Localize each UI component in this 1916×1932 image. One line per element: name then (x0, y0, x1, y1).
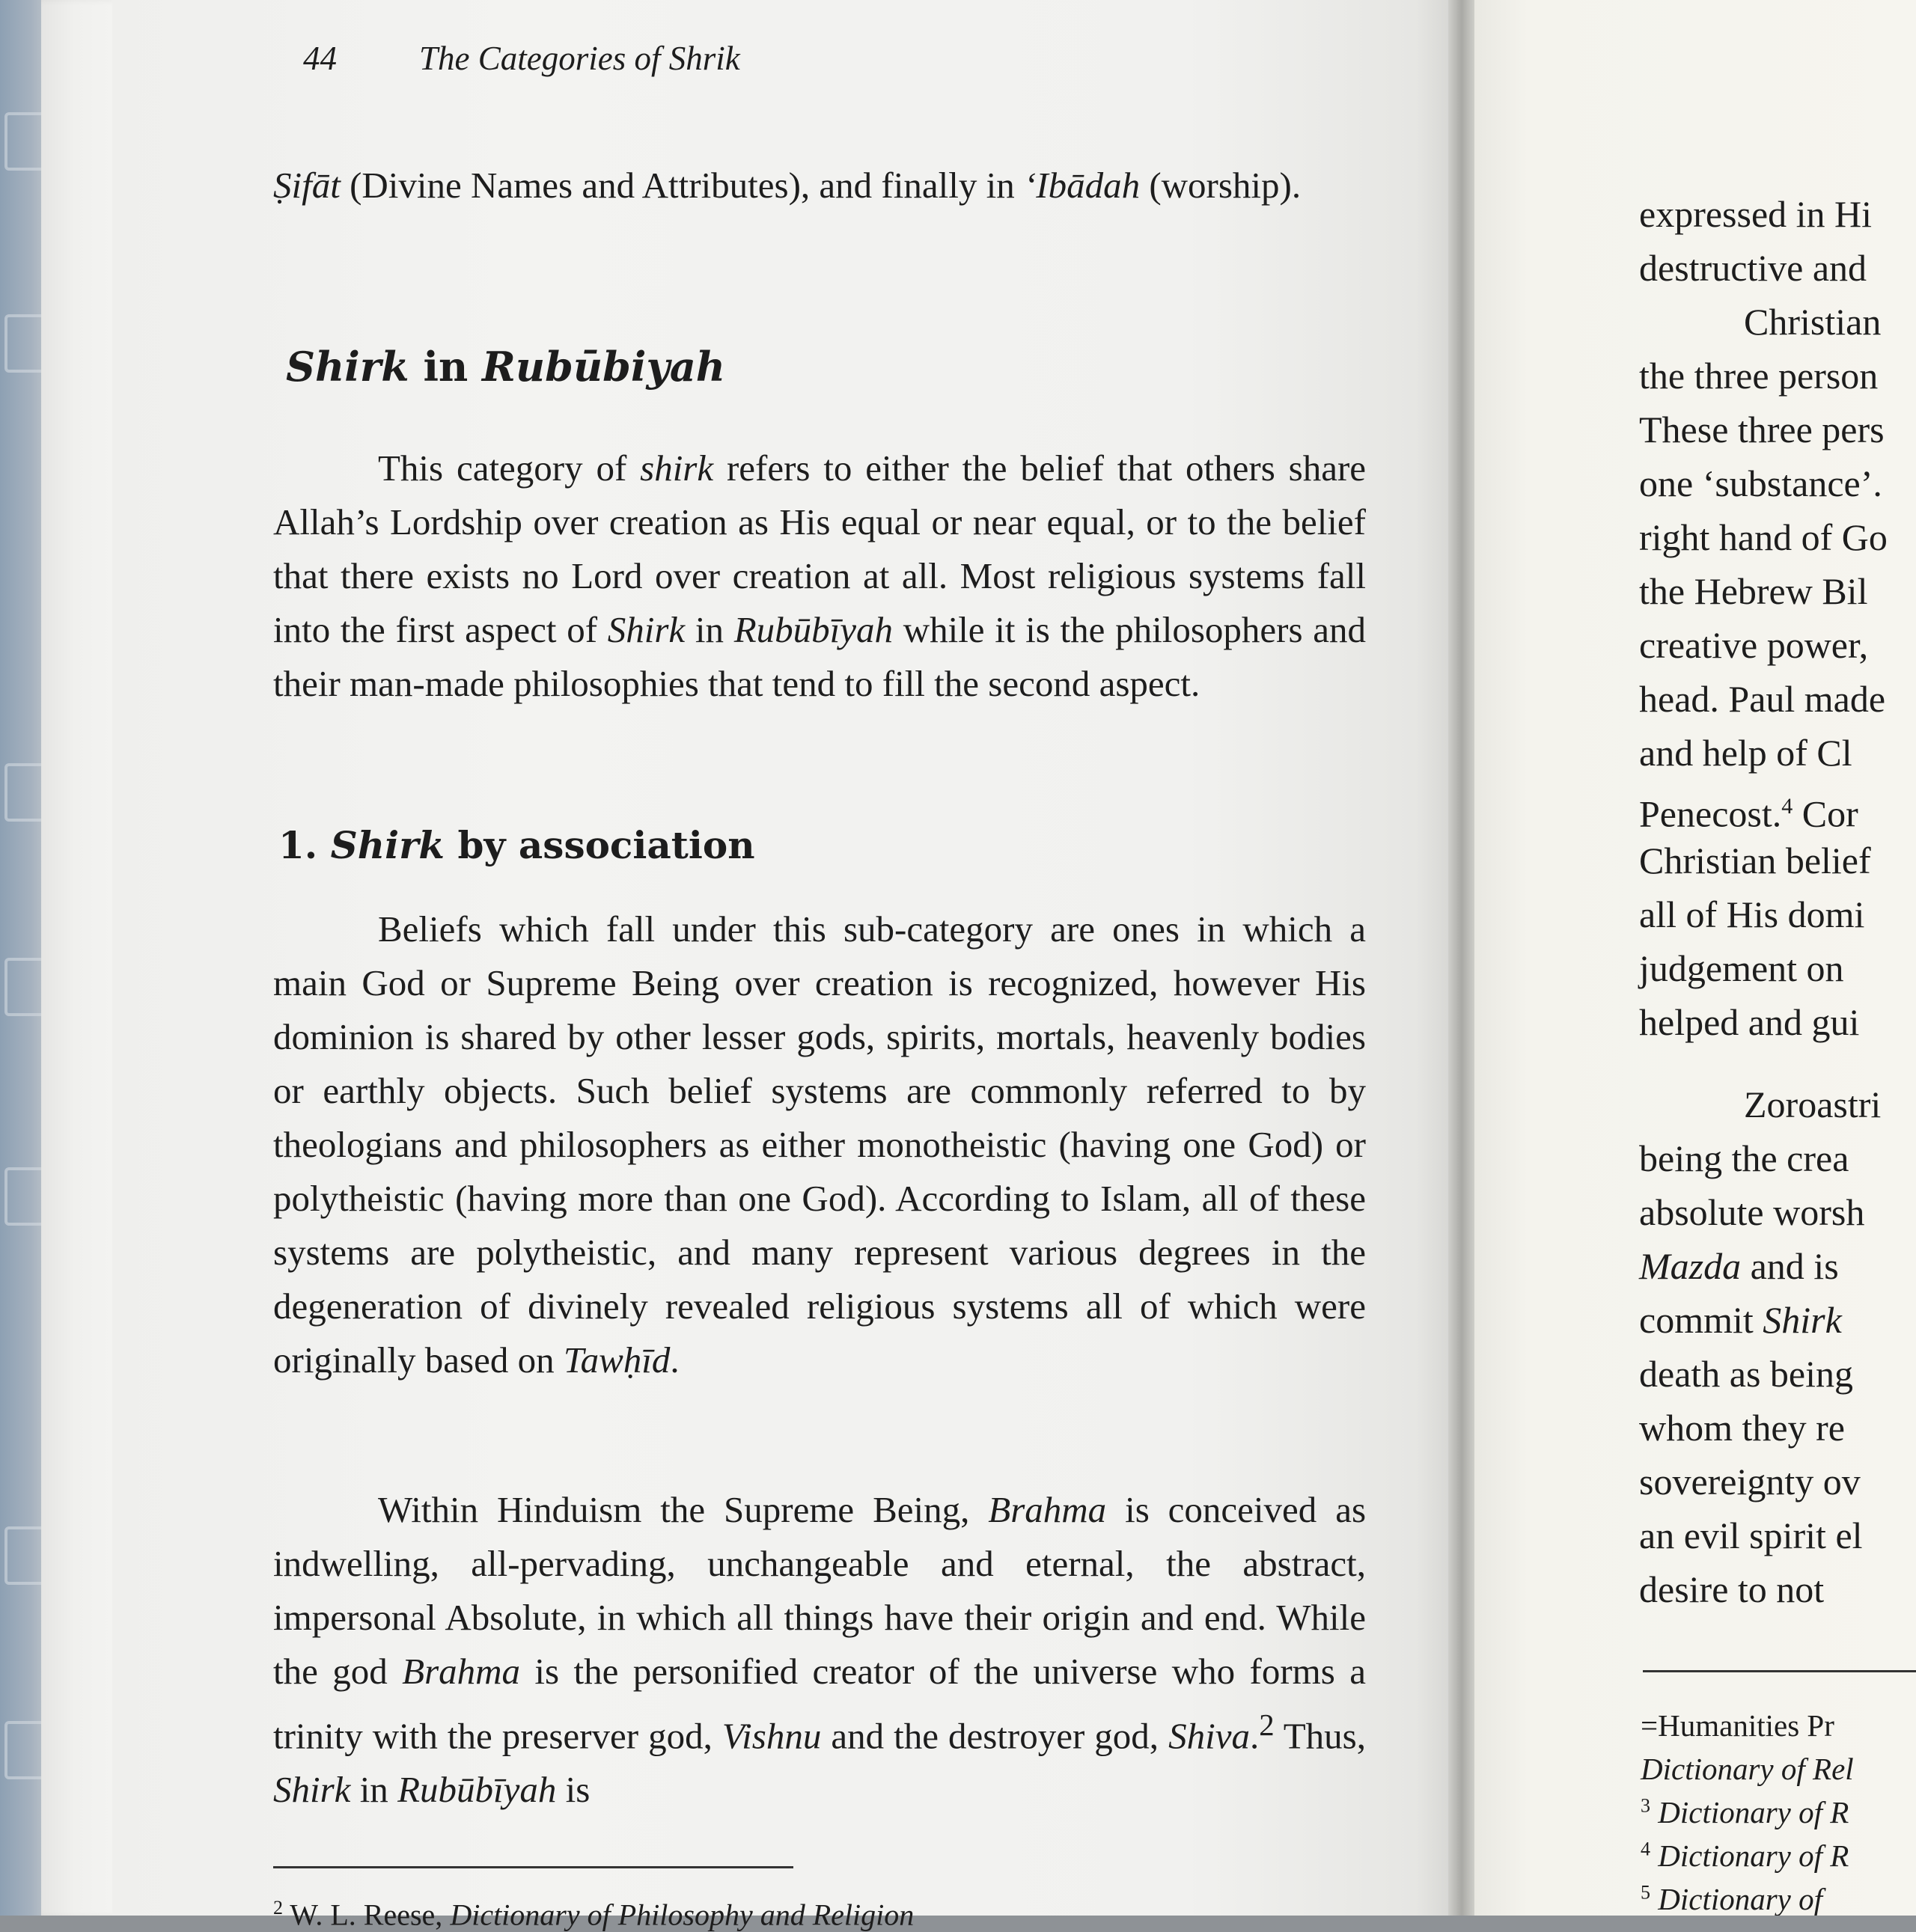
text-line: desire to not (1639, 1568, 1825, 1610)
text: Within Hinduism the Supreme Being, (378, 1489, 989, 1530)
text: refers to either the belief that others share Allah’s Lordship over creation as His equal or near equal, or to the belief that there exists no Lord over creation at all. Most religious systems fall into the first aspect of (273, 447, 1367, 650)
footnote-number: 3 (1641, 1794, 1650, 1817)
background-mark (4, 314, 46, 373)
heading-number: 1. (278, 823, 331, 867)
text-line: Zoroastri (1744, 1083, 1882, 1125)
heading-text: by association (445, 823, 755, 867)
text: in (685, 609, 734, 650)
text-line: These three pers (1639, 409, 1885, 450)
text-line: all of His domi (1639, 893, 1865, 935)
intro-text (273, 159, 1366, 213)
text: Beliefs which fall under this sub-category are ones in which a main God or Supreme Being over creation is recognized, however His dominion is shared by other lesser gods, spirits, mortals, heavenly bodies or earthly objects. Such belief systems are commonly referred to by theologians and philosophers as either monotheistic (having one God) or polytheistic (having more than one God). According to Islam, all of these systems are polytheistic, and many represent various degrees in the degeneration of divinely revealed religious systems all of which were originally based on (273, 908, 1366, 1381)
text-line (1639, 780, 1916, 834)
term: Brahma (402, 1651, 521, 1692)
footnote-title: Dictionary of R (1658, 1795, 1849, 1829)
text: is conceived as indwelling, all-pervading, unchangeable and eternal, the abstract, impersonal Absolute, in which all things have their origin and end. While the god (273, 1489, 1367, 1692)
background-mark (4, 1721, 46, 1779)
footnote-ref: 2 (1259, 1708, 1275, 1742)
page-number: 44 (303, 40, 337, 77)
term: shirk (640, 447, 714, 489)
intro-paragraph (273, 159, 1366, 213)
heading-term: Shirk (286, 343, 409, 391)
footnote-line (1641, 1838, 1916, 1874)
paragraph-2 (273, 902, 1366, 1387)
text-line: absolute worsh (1639, 1191, 1865, 1233)
text: and the destroyer god, (821, 1715, 1169, 1757)
footnote-line: =Humanities Pr (1641, 1708, 1834, 1743)
right-page-text (1639, 1077, 1916, 1616)
text: commit (1639, 1299, 1754, 1341)
text-line: judgement on (1639, 947, 1844, 989)
text: Cor (1793, 792, 1858, 835)
text: in (350, 1769, 398, 1811)
footnote-author: W. L. Reese, (283, 1898, 451, 1932)
term: Rubūbīyah (733, 609, 893, 650)
term: Rubūbīyah (397, 1769, 557, 1811)
background-mark (4, 1167, 46, 1226)
text-line: being the crea (1639, 1137, 1849, 1179)
footnote-title: Dictionary of R (1658, 1838, 1849, 1873)
term: Shirk (1763, 1299, 1842, 1341)
footnote-number: 2 (273, 1897, 283, 1919)
footnote-line (1641, 1751, 1916, 1787)
footnote-number: 5 (1641, 1881, 1650, 1904)
running-head (303, 39, 740, 78)
body-paragraph (273, 441, 1366, 711)
text: is (556, 1769, 591, 1811)
page-edges (41, 0, 123, 1916)
text-line: helped and gui (1639, 1001, 1860, 1043)
text-line: destructive and (1639, 247, 1867, 289)
text-line: whom they re (1639, 1407, 1845, 1449)
text: Penecost. (1639, 792, 1782, 835)
book-gutter (1448, 0, 1478, 1916)
footnote-rule (1643, 1670, 1916, 1672)
right-page (1474, 0, 1916, 1916)
term: Shirk (607, 609, 686, 650)
term-sifat: Ṣifāt (273, 165, 341, 206)
heading-term: Shirk (330, 823, 445, 867)
text-line: and help of Cl (1639, 732, 1852, 774)
text: This category of (378, 447, 641, 489)
text-line (1639, 1293, 1916, 1347)
text-line: creative power, (1639, 624, 1869, 666)
footnote-title: Dictionary of (1658, 1882, 1823, 1916)
background-mark (4, 112, 46, 171)
text: . (670, 1339, 680, 1381)
section-heading (286, 343, 725, 391)
footnote-number: 4 (1641, 1838, 1650, 1860)
text: (Divine Names and Attributes), and finally in (340, 165, 1024, 206)
text-line: Christian (1744, 301, 1882, 343)
heading-term: Rubūbiyah (482, 343, 726, 391)
text-line: the three person (1639, 355, 1879, 397)
text-line: death as being (1639, 1353, 1854, 1395)
term: Tawḥīd (563, 1339, 671, 1381)
term: Mazda (1639, 1245, 1742, 1287)
term: Shirk (273, 1769, 351, 1811)
text-line: expressed in Hi (1639, 193, 1873, 235)
footnote-title: Dictionary of Philosophy and Religion (450, 1898, 915, 1932)
text: and is (1741, 1245, 1839, 1287)
text-line: head. Paul made (1639, 678, 1886, 720)
background-mark (4, 958, 46, 1016)
subsection-heading (278, 823, 755, 867)
term: Vishnu (721, 1715, 822, 1757)
term-ibadah: ‘Ibādah (1023, 165, 1141, 206)
text: (worship). (1140, 165, 1302, 206)
text-line: the Hebrew Bil (1639, 570, 1868, 612)
text-line: one ‘substance’. (1639, 462, 1882, 504)
text: while it is the philosophers and their man-made philosophies that tend to fill the second aspect. (273, 609, 1366, 704)
body-paragraph (273, 1483, 1366, 1817)
term: Shiva (1168, 1715, 1250, 1757)
body-paragraph (273, 902, 1366, 1387)
footnote-line (1641, 1794, 1916, 1830)
footnote-ref: 4 (1781, 794, 1793, 819)
text-line: Christian belief (1639, 840, 1871, 881)
text: is the personified creator of the universe who forms a trinity with the preserver god, (273, 1651, 1366, 1757)
running-title: The Categories of Shrik (419, 40, 740, 77)
footnote-line (1641, 1881, 1916, 1916)
term: Brahma (988, 1489, 1107, 1530)
paragraph-1 (273, 441, 1366, 711)
footnote (273, 1897, 914, 1932)
footnote-title: Dictionary of Rel (1641, 1752, 1854, 1786)
heading-text: in (409, 343, 483, 391)
paragraph-3 (273, 1483, 1366, 1817)
background-mark (4, 763, 46, 822)
text-line: an evil spirit el (1639, 1514, 1863, 1556)
text: Thus, (1274, 1715, 1367, 1757)
right-page-text (1639, 187, 1916, 1049)
text-line: sovereignty ov (1639, 1461, 1861, 1503)
background-mark (4, 1526, 46, 1585)
text-line: right hand of Go (1639, 516, 1888, 558)
text: . (1249, 1715, 1260, 1757)
footnote-rule (273, 1866, 793, 1868)
text-line (1639, 1239, 1916, 1293)
